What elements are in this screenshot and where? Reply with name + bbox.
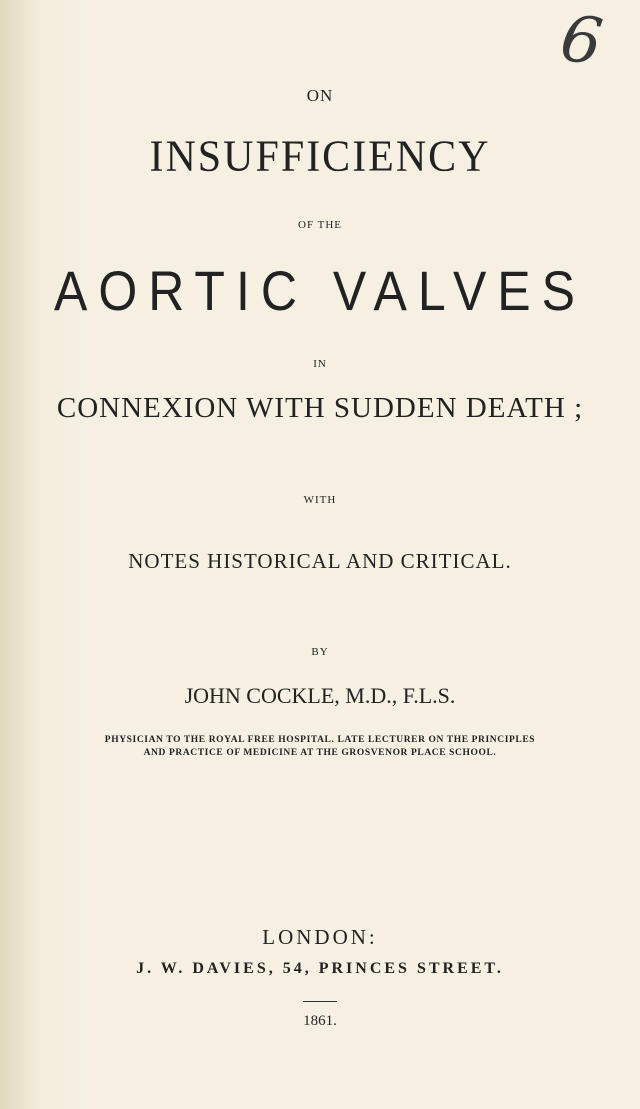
of-the-label: OF THE — [298, 219, 342, 231]
publication-year: 1861. — [303, 1013, 337, 1029]
subtitle-notes: NOTES HISTORICAL AND CRITICAL. — [128, 549, 512, 573]
on-label: ON — [306, 86, 334, 105]
by-label: BY — [311, 646, 329, 658]
in-label: IN — [313, 358, 327, 370]
author-credentials-line-2: AND PRACTICE OF MEDICINE AT THE GROSVENOR PLACE SCHOOL. — [143, 748, 497, 758]
author-name: JOHN COCKLE, M.D., F.L.S. — [184, 683, 456, 708]
with-label: WITH — [303, 494, 337, 506]
publisher-address: J. W. DAVIES, 54, PRINCES STREET. — [136, 960, 504, 977]
subtitle-connexion: CONNEXION WITH SUDDEN DEATH ; — [56, 392, 584, 424]
author-credentials-line-1: PHYSICIAN TO THE ROYAL FREE HOSPITAL. LATE LECTURER ON THE PRINCIPLES — [104, 735, 536, 745]
publication-city: LONDON: — [262, 925, 378, 949]
main-title-insufficiency: INSUFFICIENCY — [149, 132, 491, 182]
main-title-aortic-valves: AORTIC VALVES — [53, 259, 586, 323]
handwritten-margin-mark: 6 — [556, 1, 607, 81]
year-divider-rule — [303, 1001, 337, 1002]
